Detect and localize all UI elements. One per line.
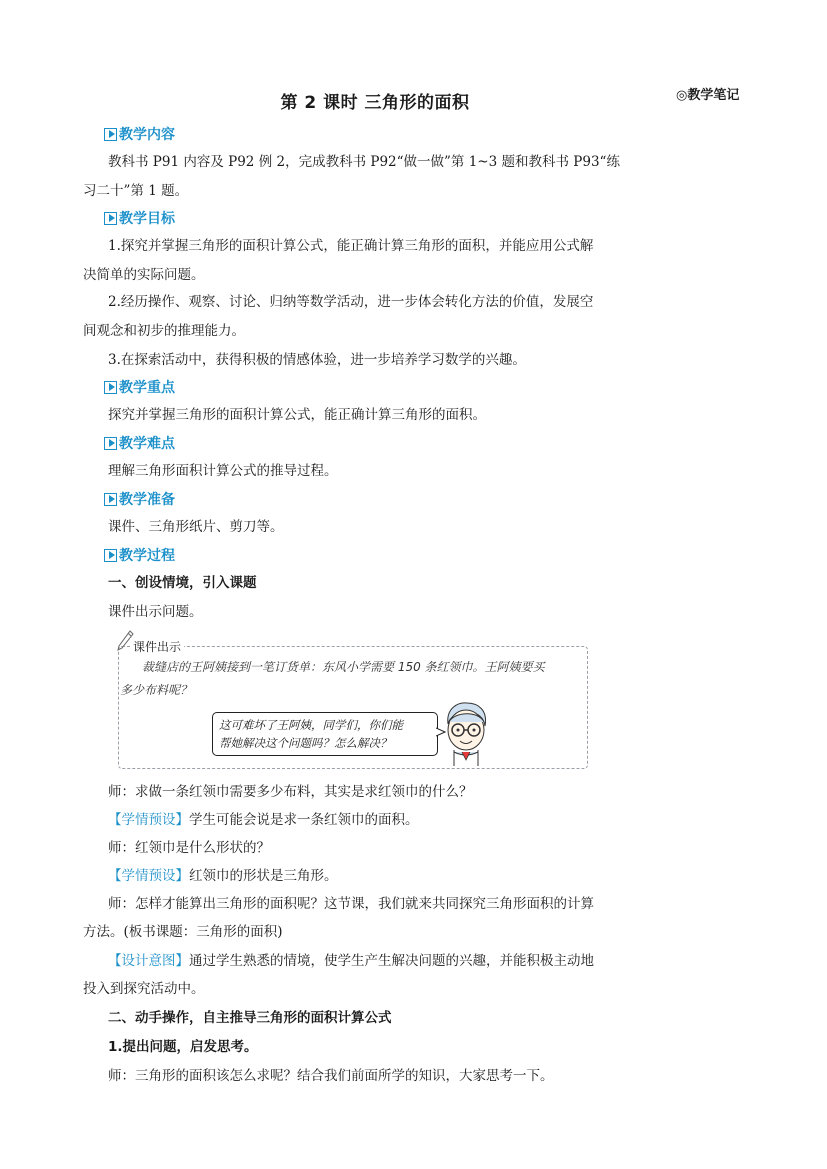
subheading: 1.提出问题，启发思考。 xyxy=(108,1039,258,1055)
text-line: 理解三角形面积计算公式的推导过程。 xyxy=(108,463,338,479)
text-line: 多少布料呢？ xyxy=(120,683,193,697)
text-line: 2.经历操作、观察、讨论、归纳等数学活动，进一步体会转化方法的价值，发展空 xyxy=(108,294,594,310)
text-span: 学生可能会说是求一条红领巾的面积。 xyxy=(189,812,419,828)
text-line: 教科书 P91 内容及 P92 例 2，完成教科书 P92“做一做”第 1~3 题和教科书 P93“练 xyxy=(108,154,620,170)
play-marker-icon xyxy=(104,493,117,506)
text-line: 师：三角形的面积该怎么求呢？结合我们前面所学的知识，大家思考一下。 xyxy=(108,1068,554,1084)
subheading: 一、创设情境，引入课题 xyxy=(108,575,257,591)
cartoon-boy-icon xyxy=(440,700,492,766)
text-line: 师：怎样才能算出三角形的面积呢？这节课，我们就来共同探究三角形面积的计算 xyxy=(108,896,594,912)
tag-label: 【设计意图】 xyxy=(108,953,189,969)
section-label: 教学目标 xyxy=(119,211,175,227)
play-marker-icon xyxy=(104,549,117,562)
section-label: 教学内容 xyxy=(119,127,175,143)
section-label: 教学准备 xyxy=(119,492,175,508)
courseware-label: 课件出示 xyxy=(130,638,184,655)
speech-bubble xyxy=(212,712,438,756)
text-span: 红领巾的形状是三角形。 xyxy=(189,868,338,884)
play-marker-icon xyxy=(104,381,117,394)
section-heading-content xyxy=(104,124,175,144)
text-line: 师：求做一条红领巾需要多少布料，其实是求红领巾的什么？ xyxy=(108,784,473,800)
text-line: 课件出示问题。 xyxy=(108,604,203,620)
play-marker-icon xyxy=(104,437,117,450)
text-line: 习二十”第 1 题。 xyxy=(83,183,189,199)
courseware-problem xyxy=(120,656,585,702)
text-line: 3.在探索活动中，获得积极的情感体验，进一步培养学习数学的兴趣。 xyxy=(108,352,526,368)
page-title: 第 2 课时 三角形的面积 xyxy=(280,93,470,113)
text-line: 裁缝店的王阿姨接到一笔订货单：东风小学需要 150 条红领巾。王阿姨要买 xyxy=(142,660,545,674)
text-line: 这可难坏了王阿姨，同学们，你们能 xyxy=(219,718,403,732)
text-line: 课件、三角形纸片、剪刀等。 xyxy=(108,519,284,535)
text-line: 探究并掌握三角形的面积计算公式，能正确计算三角形的面积。 xyxy=(108,407,486,423)
text-line: 1.探究并掌握三角形的面积计算公式，能正确计算三角形的面积，并能应用公式解 xyxy=(108,238,594,254)
text-line: 方法。(板书课题：三角形的面积) xyxy=(83,924,283,940)
tag-label: 【学情预设】 xyxy=(108,868,189,884)
paragraph xyxy=(83,177,643,206)
section-heading-prep xyxy=(104,489,175,509)
play-marker-icon xyxy=(104,128,117,141)
text-line: 帮她解决这个问题吗？怎么解决？ xyxy=(219,736,392,750)
text-span: 通过学生熟悉的情境，使学生产生解决问题的兴趣，并能积极主动地 xyxy=(189,953,594,969)
text-line: 间观念和初步的推理能力。 xyxy=(83,323,245,339)
text-line: 师：红领巾是什么形状的？ xyxy=(108,840,270,856)
text-line xyxy=(83,862,643,891)
text-line: 决简单的实际问题。 xyxy=(83,267,205,283)
text-line: 投入到探究活动中。 xyxy=(83,981,205,997)
play-marker-icon xyxy=(104,212,117,225)
paragraph xyxy=(83,148,643,177)
text-line xyxy=(83,947,643,976)
teaching-notes-label: ◎教学笔记 xyxy=(676,88,740,103)
section-label: 教学难点 xyxy=(119,436,175,452)
section-heading-difficulty xyxy=(104,433,175,453)
section-label: 教学过程 xyxy=(119,548,175,564)
subheading: 二、动手操作，自主推导三角形的面积计算公式 xyxy=(108,1010,392,1026)
section-heading-key xyxy=(104,377,175,397)
text-line xyxy=(83,806,643,835)
section-label: 教学重点 xyxy=(119,380,175,396)
tag-label: 【学情预设】 xyxy=(108,812,189,828)
section-heading-process xyxy=(104,545,175,565)
section-heading-goals xyxy=(104,208,175,228)
